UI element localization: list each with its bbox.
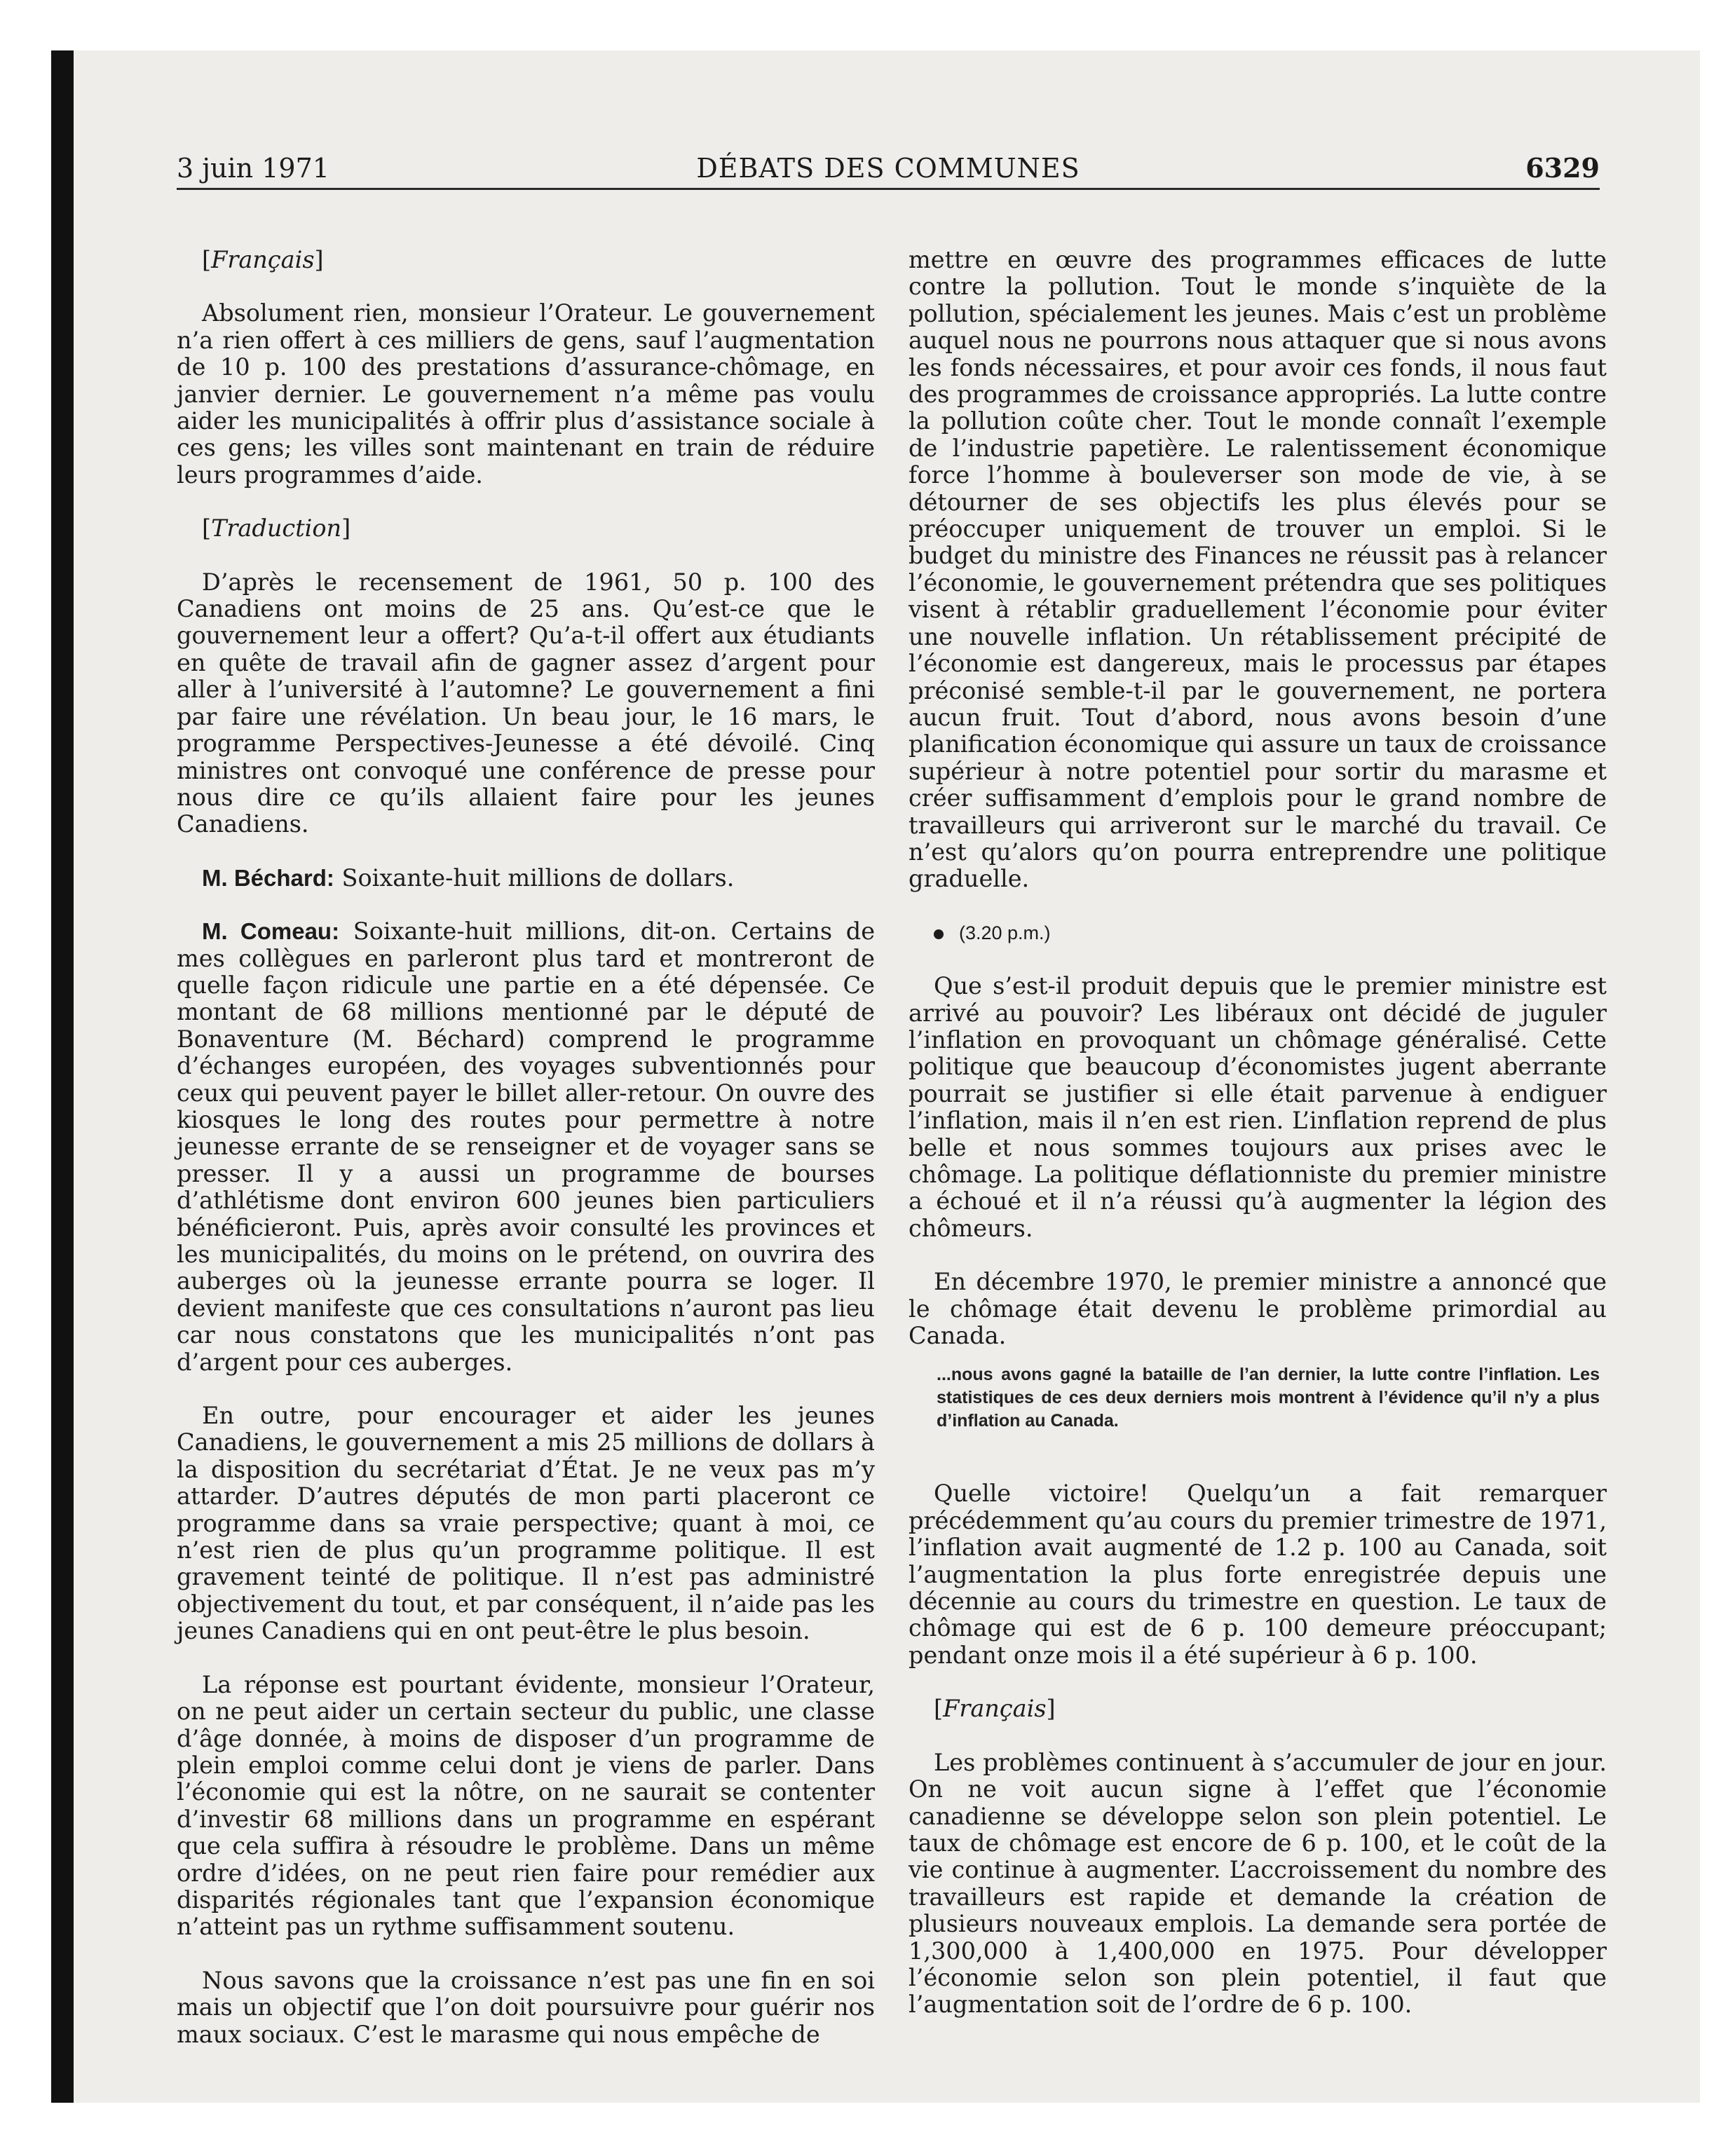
paragraph: D’après le recensement de 1961, 50 p. 100 des Canadiens ont moins de 25 ans. Qu’est-ce que le gouvernement leur a offert? Qu’a-t-il offert aux étudiants en quête de travail afin de gagner assez d’argent pour aller à l’université à l’automne? Le gouvernement a fini par faire une révélation. Un beau jour, le 16 mars, le programme Perspectives-Jeunesse a été dévoilé. Cinq ministres ont convoqué une conférence de presse pour nous dire ce qu’ils allaient faire pour les jeunes Canadiens. bbox=[177, 568, 875, 838]
speech: M. Béchard: Soixante-huit millions de dollars. bbox=[202, 864, 735, 892]
header-title: DÉBATS DES COMMUNES bbox=[696, 153, 1080, 184]
language-tag: [Traduction] bbox=[202, 514, 351, 543]
block-quote: ...nous avons gagné la bataille de l’an dernier, la lutte contre l’inflation. Les statistiques de ces deux derniers mois montrent à l’évidence qu’il n’y a plus d’inflation au Canada. bbox=[937, 1365, 1600, 1431]
paragraph: Que s’est-il produit depuis que le premier ministre est arrivé au pouvoir? Les libéraux ont décidé de juguler l’inflation en provoquant un chômage généralisé. Cette politique que beaucoup d’économistes jugent aberrante pourrait se justifier si elle était parvenue à endiguer l’inflation, mais il n’en est rien. L’inflation reprend de plus belle et nous sommes toujours aux prises avec le chômage. La politique déflationniste du premier ministre a échoué et il n’a réussi qu’à augmenter la légion des chômeurs. bbox=[909, 972, 1607, 1242]
language-tag: [Français] bbox=[202, 246, 324, 273]
time-marker: (3.20 p.m.) bbox=[909, 920, 1607, 946]
speaker-name: M. Béchard: bbox=[202, 864, 334, 891]
header-date: 3 juin 1971 bbox=[177, 153, 329, 184]
speaker-name: M. Comeau: bbox=[202, 918, 340, 945]
right-column bbox=[909, 247, 1607, 2019]
paragraph: Les problèmes continuent à s’accumuler de jour en jour. On ne voit aucun signe à l’effet que l’économie canadienne se développe selon son plein potentiel. Le taux de chômage est encore de 6 p. 100, et le coût de la vie continue à augmenter. L’accroissement du nombre des travailleurs est rapide et demande la création de plusieurs nouveaux emplois. La demande sera portée de 1,300,000 à 1,400,000 en 1975. Pour développer l’économie selon son plein potentiel, il faut que l’augmentation soit de l’ordre de 6 p. 100. bbox=[909, 1748, 1607, 2019]
header-page-number: 6329 bbox=[1525, 152, 1600, 184]
paragraph: La réponse est pourtant évidente, monsieur l’Orateur, on ne peut aider un certain secteur du public, une classe d’âge donnée, à moins de disposer d’un programme de plein emploi comme celui dont je viens de parler. Dans l’économie qui est la nôtre, on ne saurait se contenter d’investir 68 millions dans un programme en espérant que cela suffira à résoudre le problème. Dans un même ordre d’idées, on ne peut rien faire pour remédier aux disparités régionales tant que l’expansion économique n’atteint pas un rythme suffisamment soutenu. bbox=[177, 1670, 875, 1941]
paragraph: Quelle victoire! Quelqu’un a fait remarquer précédemment qu’au cours du premier trimestre de 1971, l’inflation avait augmenté de 1.2 p. 100 au Canada, soit l’augmentation la plus forte enregistrée depuis une décennie au cours du trimestre en question. Le taux de chômage qui est de 6 p. 100 demeure préoccupant; pendant onze mois il a été supérieur à 6 p. 100. bbox=[909, 1480, 1607, 1669]
paragraph: Nous savons que la croissance n’est pas une fin en soi mais un objectif que l’on doit poursuivre pour guérir nos maux sociaux. C’est le marasme qui nous empêche de bbox=[177, 1966, 875, 2048]
language-tag: [Français] bbox=[934, 1695, 1056, 1723]
paragraph: Absolument rien, monsieur l’Orateur. Le gouvernement n’a rien offert à ces milliers de gens, sauf l’augmentation de 10 p. 100 des prestations d’assurance-chômage, en janvier dernier. Le gouvernement n’a même pas voulu aider les municipalités à offrir plus d’assistance sociale à ces gens; les villes sont maintenant en train de réduire leurs programmes d’aide. bbox=[177, 299, 875, 489]
bullet-icon bbox=[934, 929, 944, 939]
paragraph: mettre en œuvre des programmes efficaces de lutte contre la pollution. Tout le monde s’inquiète de la pollution, spécialement les jeunes. Mais c’est un problème auquel nous ne pourrons nous attaquer que si nous avons les fonds nécessaires, et pour avoir ces fonds, il nous faut des programmes de croissance appropriés. La lutte contre la pollution coûte cher. Tout le monde connaît l’exemple de l’industrie papetière. Le ralentissement économique force l’homme à bouleverser son mode de vie, à se détourner de ses objectifs les plus élevés pour se préoccuper uniquement de trouver un emploi. Si le budget du ministre des Finances ne réussit pas à relancer l’économie, le gouvernement prétendra que ses politiques visent à rétablir graduellement l’économie pour éviter une nouvelle inflation. Un rétablissement précipité de l’économie est dangereux, mais le processus par étapes préconisé semble-t-il par le gouvernement, ne portera aucun fruit. Tout d’abord, nous avons besoin d’une planification économique qui assure un taux de croissance supérieur à notre potentiel pour sortir du marasme et créer suffisamment d’emplois pour le grand nombre de travailleurs qui arriveront sur le marché du travail. Ce n’est qu’alors qu’on pourra entreprendre une politique graduelle. bbox=[909, 246, 1607, 893]
left-column bbox=[177, 247, 875, 2048]
page-header bbox=[177, 149, 1600, 190]
paragraph: En outre, pour encourager et aider les jeunes Canadiens, le gouvernement a mis 25 millions de dollars à la disposition du secrétariat d’État. Je ne veux pas m’y attarder. D’autres députés de mon parti placeront ce programme dans sa vraie perspective; quant à moi, ce n’est rien de plus qu’un programme politique. Il est gravement teinté de politique. Il n’est pas administré objectivement du tout, et par conséquent, il n’aide pas les jeunes Canadiens qui en ont peut-être le plus besoin. bbox=[177, 1402, 875, 1645]
paragraph: En décembre 1970, le premier ministre a annoncé que le chômage était devenu le problème primordial au Canada. bbox=[909, 1268, 1607, 1350]
speech: M. Comeau: Soixante-huit millions, dit-on. Certains de mes collègues en parleront plus tard et montreront de quelle façon ridicule une partie en a été dépensée. Ce montant de 68 millions mentionné par le député de Bonaventure (M. Béchard) comprend le programme d’échanges européen, des voyages subventionnés pour ceux qui peuvent payer le billet aller-retour. On ouvre des kiosques le long des routes pour permettre à notre jeunesse errante de se renseigner et de voyager sans se presser. Il y a aussi un programme de bourses d’athlétisme dont environ 600 jeunes bien particuliers bénéficieront. Puis, après avoir consulté les provinces et les municipalités, du moins on le prétend, on ouvrira des auberges où la jeunesse errante pourra se loger. Il devient manifeste que ces consultations n’auront pas lieu car nous constatons que les municipalités n’ont pas d’argent pour ces auberges. bbox=[177, 917, 876, 1376]
scan-edge bbox=[51, 50, 74, 2103]
